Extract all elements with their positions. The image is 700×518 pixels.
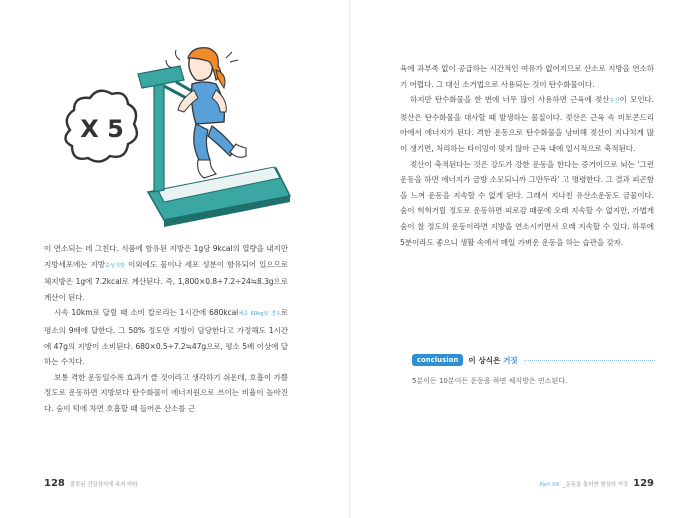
right-page-body <box>400 61 654 250</box>
conclusion-bar <box>412 353 655 367</box>
text-run: 이 모인다. 젖산은 탄수화물을 대사할 때 발생하는 물질이다. 젖산은 근육 속 미토콘드리아에서 에너지가 된다. 격한 운동으로 탄수화물을 낭비해 젖산이 지나치게 많이 생기면, 처리하는 타이밍이 맞지 않아 근육 내에 일시적으로 축적된다. <box>400 95 654 153</box>
text-run: 육에 과부족 없이 공급하는 시간적인 여유가 없어지므로 산소로 지방을 연소하기 어렵다. 그 대신 소거법으로 사용되는 것이 탄수화물이다. <box>400 64 654 89</box>
conclusion-verdict: 거짓 <box>503 355 518 365</box>
part-label: Part 04 <box>539 482 559 488</box>
left-paragraph-1 <box>44 241 288 305</box>
conclusion-title <box>468 355 517 366</box>
gloss-note: 체중 60kg일 경우 <box>238 311 281 318</box>
gloss-note: 유산 <box>609 98 620 105</box>
text-run: 하지만 탄수화물을 한 번에 너무 많이 사용하면 근육에 젖산 <box>410 95 610 105</box>
right-paragraph-3 <box>400 157 654 251</box>
text-run: 이외에도 물이나 세포 성분이 함유되어 있으므로 체지방은 1g에 7.2kcal로 계산된다. 즉, 1,800×0.8÷7.2÷24≒8.3g으로 계산이 된다. <box>44 259 288 302</box>
conclusion-tag: conclusion <box>412 354 463 366</box>
conclusion-note: 5분이든 10분이든 운동을 하면 체지방은 연소된다. <box>412 377 568 385</box>
dotted-rule <box>524 360 655 361</box>
left-page-number: 128 <box>44 478 65 489</box>
page-gutter <box>349 0 351 518</box>
book-title: 잘못된 건강상식에 속지 마라 <box>69 482 138 488</box>
left-page-body <box>44 241 288 417</box>
text-run: 이 연소되는 데 그친다. 식품에 함유된 지방은 1g당 9kcal의 열량을 내지만 지방세포에는 지방 <box>44 244 288 269</box>
conclusion-title-prefix: 이 상식은 <box>468 355 501 365</box>
left-paragraph-2 <box>44 305 288 369</box>
right-paragraph-1 <box>400 61 654 92</box>
text-run: 로 평소의 9배에 달한다. 그 50% 정도만 지방이 담당한다고 가정해도 1시간에 47g의 지방이 소비된다. 680×0.5÷7.2≒47g으로, 평소 5배 이상에 달하는 수치다. <box>44 308 288 367</box>
treadmill-illustration <box>40 40 340 240</box>
left-paragraph-3 <box>44 370 288 417</box>
gloss-note: 중성지방 <box>104 262 125 269</box>
badge-text: X 5 <box>80 115 124 143</box>
text-run: 시속 10km로 달릴 때 소비 칼로리는 1시간에 680kcal <box>54 308 239 318</box>
text-run: 보통 격한 운동일수록 효과가 클 것이라고 생각하기 쉬운데, 호흡이 가쁠 정도로 운동하면 지방보다 탄수화물이 에너지원으로 쓰이는 비율이 높아진다. 숨이 턱에 차면 호흡할 때 들어온 산소를 근 <box>44 372 288 413</box>
left-footer <box>44 478 138 489</box>
right-paragraph-2 <box>400 92 654 156</box>
text-run: 젖산이 축적된다는 것은 강도가 강한 운동을 한다는 증거이므로 뇌는 '그런 운동을 하면 에너지가 금방 소모되니까 그만두라' 고 명령한다. 그 결과 피곤함을 느껴 운동을 지속할 수 없게 된다. 그래서 지나친 유산소운동도 금물이다. 숨이 헉헉거릴 정도로 운동하면 피로감 때문에 오래 지속할 수 없지만, 가볍게 숨이 찰 정도의 운동이라면 지방을 연소시키면서 오래 지속할 수 있다. 하루에 5분이라도 좋으니 생활 속에서 매일 가벼운 운동을 하는 습관을 갖자. <box>400 159 654 247</box>
right-page-number: 129 <box>633 478 654 489</box>
times-five-badge <box>65 91 136 162</box>
chapter-title: _운동을 둘러싼 헛상의 거짓 <box>563 482 629 488</box>
right-footer <box>540 478 654 489</box>
